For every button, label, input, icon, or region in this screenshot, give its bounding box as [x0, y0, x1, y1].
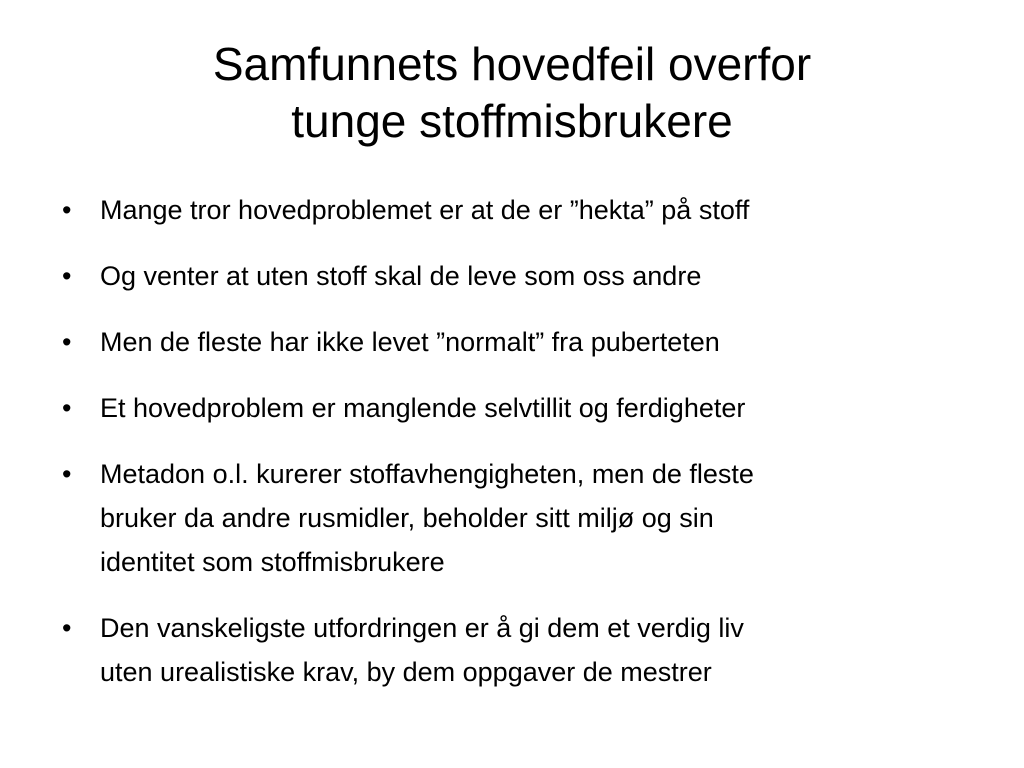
bullet-line: Men de fleste har ikke levet ”normalt” fra puberteten	[100, 327, 720, 357]
bullet-item	[56, 254, 956, 298]
bullet-item	[56, 452, 956, 584]
bullet-marker: •	[62, 261, 72, 291]
bullet-line: uten urealistiske krav, by dem oppgaver de mestrer	[100, 657, 712, 687]
bullet-marker: •	[62, 459, 72, 489]
bullet-line: Metadon o.l. kurerer stoffavhengigheten, men de fleste	[100, 459, 754, 489]
bullet-line: Den vanskeligste utfordringen er å gi dem et verdig liv	[100, 613, 744, 643]
bullet-line: bruker da andre rusmidler, beholder sitt miljø og sin	[100, 503, 714, 533]
bullet-marker: •	[62, 195, 72, 225]
slide-title-line: Samfunnets hovedfeil overfor	[212, 38, 812, 90]
slide-title	[0, 36, 1024, 150]
bullet-line: identitet som stoffmisbrukere	[100, 547, 445, 577]
bullet-line: Mange tror hovedproblemet er at de er ”hekta” på stoff	[100, 195, 750, 225]
bullet-item	[56, 386, 956, 430]
bullet-marker: •	[62, 393, 72, 423]
slide-title-line: tunge stoffmisbrukere	[291, 95, 733, 147]
bullet-marker: •	[62, 327, 72, 357]
bullet-line: Og venter at uten stoff skal de leve som oss andre	[100, 261, 702, 291]
bullet-item	[56, 320, 956, 364]
bullet-item	[56, 606, 956, 694]
bullet-line: Et hovedproblem er manglende selvtillit og ferdigheter	[100, 393, 746, 423]
bullet-list	[56, 188, 956, 716]
bullet-item	[56, 188, 956, 232]
bullet-marker: •	[62, 613, 72, 643]
